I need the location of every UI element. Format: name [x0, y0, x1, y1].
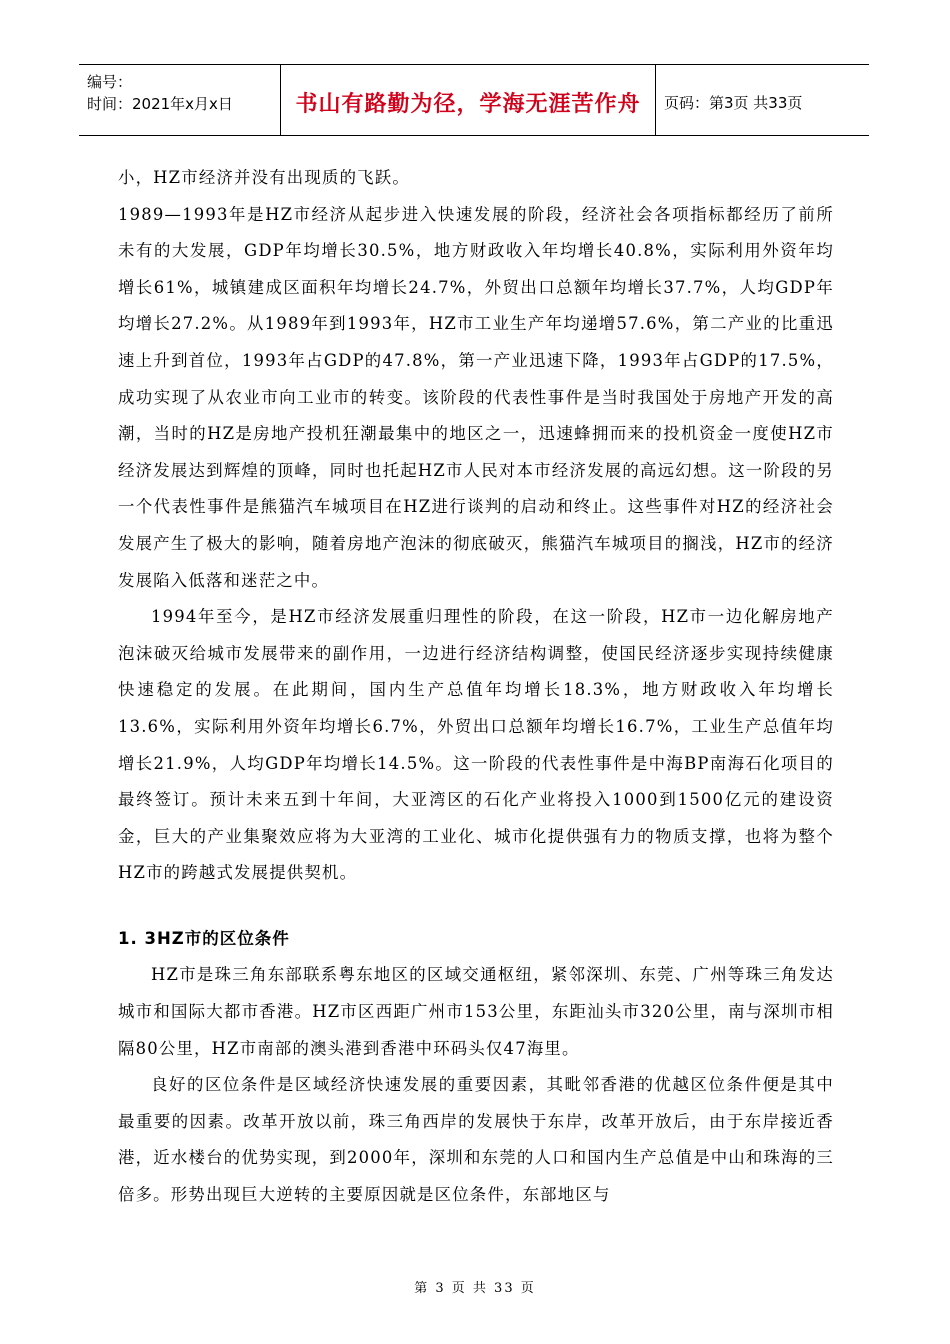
page-number-label: 页码：第3页 共33页 [664, 94, 803, 112]
number-label: 编号： [87, 73, 133, 91]
date-label: 时间：2021年x月x日 [87, 95, 233, 113]
section-gap [118, 892, 834, 921]
motto: 书山有路勤为径，学海无涯苦作舟 [295, 92, 641, 117]
page-footer: 第 3 页 共 33 页 [414, 1281, 536, 1296]
header-left-cell [79, 65, 281, 135]
paragraph-1989-1993: 1989—1993年是HZ市经济从起步进入快速发展的阶段，经济社会各项指标都经历了前所未有的大发展，GDP年均增长30.5%，地方财政收入年均增长40.8%，实际利用外资年均增长61%，城镇建成区面积年均增长24.7%，外贸出口总额年均增长37.7%，人均GDP年均增长27.2%。从1989年到1993年，HZ市工业生产年均递增57.6%，第二产业的比重迅速上升到首位，1993年占GDP的47.8%，第一产业迅速下降，1993年占GDP的17.5%，成功实现了从农业市向工业市的转变。该阶段的代表性事件是当时我国处于房地产开发的高潮，当时的HZ是房地产投机狂潮最集中的地区之一，迅速蜂拥而来的投机资金一度使HZ市经济发展达到辉煌的顶峰，同时也托起HZ市人民对本市经济发展的高远幻想。这一阶段的另一个代表性事件是熊猫汽车城项目在HZ进行谈判的启动和终止。这些事件对HZ的经济社会发展产生了极大的影响，随着房地产泡沫的彻底破灭，熊猫汽车城项目的搁浅，HZ市的经济发展陷入低落和迷茫之中。 [118, 204, 834, 590]
paragraph-1994-present: 1994年至今，是HZ市经济发展重归理性的阶段，在这一阶段，HZ市一边化解房地产泡沫破灭给城市发展带来的副作用，一边进行经济结构调整，使国民经济逐步实现持续健康快速稳定的发展。在此期间，国内生产总值年均增长18.3%，地方财政收入年均增长13.6%，实际利用外资年均增长6.7%，外贸出口总额年均增长16.7%，工业生产总值年均增长21.9%，人均GDP年均增长14.5%。这一阶段的代表性事件是中海BP南海石化项目的最终签订。预计未来五到十年间，大亚湾区的石化产业将投入1000到1500亿元的建设资金，巨大的产业集聚效应将为大亚湾的工业化、城市化提供强有力的物质支撑，也将为整个HZ市的跨越式发展提供契机。 [118, 607, 834, 883]
document-body [118, 160, 834, 1214]
section-heading: 1. 3HZ市的区位条件 [118, 928, 290, 948]
paragraph-continuation: 小，HZ市经济并没有出现质的飞跃。 [118, 168, 410, 187]
header-page-cell [656, 65, 869, 135]
paragraph-location-advantage: 良好的区位条件是区域经济快速发展的重要因素，其毗邻香港的优越区位条件便是其中最重要的因素。改革开放以前，珠三角西岸的发展快于东岸，改革开放后，由于东岸接近香港，近水楼台的优势实现，到2000年，深圳和东莞的人口和国内生产总值是中山和珠海的三倍多。形势出现巨大逆转的主要原因就是区位条件，东部地区与 [118, 1075, 834, 1205]
header-motto-cell [281, 65, 656, 135]
page-header [79, 64, 869, 136]
paragraph-location: HZ市是珠三角东部联系粤东地区的区域交通枢纽，紧邻深圳、东莞、广州等珠三角发达城市和国际大都市香港。HZ市区西距广州市153公里，东距汕头市320公里，南与深圳市相隔80公里，HZ市南部的澳头港到香港中环码头仅47海里。 [118, 965, 834, 1058]
